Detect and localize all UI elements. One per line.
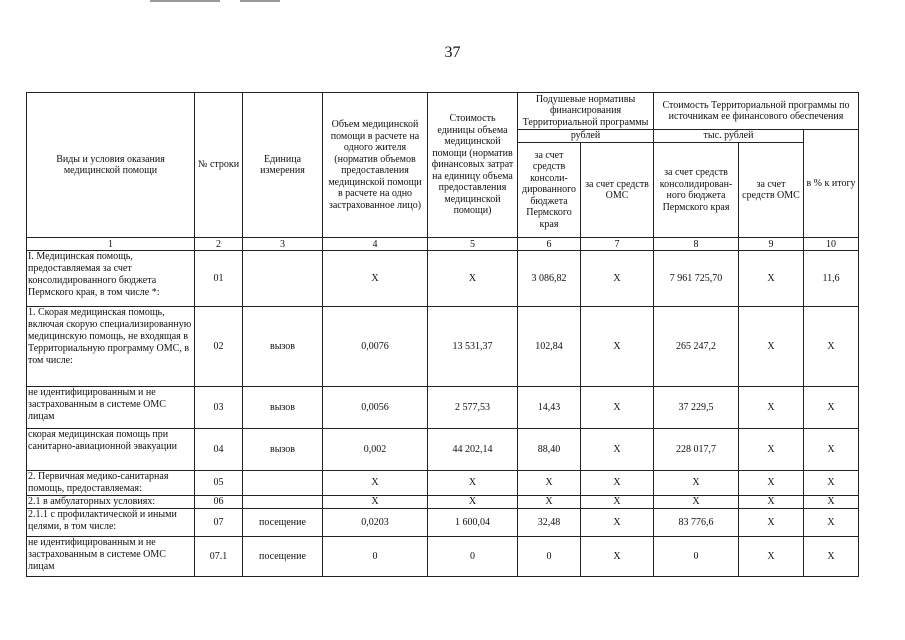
row-oms-cost: X xyxy=(739,387,804,429)
row-name: 2.1.1 с профилактической и иными целями, в том числе: xyxy=(27,509,195,537)
header-budget-per-capita: за счет средств консоли-дированного бюджета Пермского края xyxy=(518,143,581,238)
table-row xyxy=(27,471,859,496)
row-budget-per-capita: X xyxy=(518,496,581,509)
row-budget-cost: X xyxy=(654,496,739,509)
row-budget-cost: 83 776,6 xyxy=(654,509,739,537)
row-code: 01 xyxy=(195,251,243,307)
row-code: 07 xyxy=(195,509,243,537)
row-volume: X xyxy=(323,496,428,509)
header-volume-norm: Объем медицинской помощи в расчете на одного жителя (норматив объемов предоставления медицинской помощи в расчете на одно застрахованное лицо) xyxy=(323,93,428,238)
row-name: I. Медицинская помощь, предоставляемая за счет консолидированного бюджета Пермского края, в том числе *: xyxy=(27,251,195,307)
table-row xyxy=(27,509,859,537)
row-budget-per-capita: 14,43 xyxy=(518,387,581,429)
row-unit: вызов xyxy=(243,429,323,471)
header-thousand-rubles: тыс. рублей xyxy=(654,130,804,143)
row-volume: 0,002 xyxy=(323,429,428,471)
table-row xyxy=(27,251,859,307)
row-budget-per-capita: X xyxy=(518,471,581,496)
row-unit-cost: 0 xyxy=(428,537,518,577)
row-oms-cost: X xyxy=(739,537,804,577)
row-oms-per-capita: X xyxy=(581,509,654,537)
header-unit-cost: Стоимость единицы объема медицинской помощи (норматив финансовых затрат на единицу объема предоставления медицинской помощи) xyxy=(428,93,518,238)
row-unit-cost: 1 600,04 xyxy=(428,509,518,537)
row-volume: 0,0203 xyxy=(323,509,428,537)
row-volume: X xyxy=(323,251,428,307)
row-budget-per-capita: 3 086,82 xyxy=(518,251,581,307)
row-budget-cost: 228 017,7 xyxy=(654,429,739,471)
row-oms-per-capita: X xyxy=(581,471,654,496)
column-number: 1 xyxy=(27,238,195,251)
row-volume: X xyxy=(323,471,428,496)
column-number: 8 xyxy=(654,238,739,251)
table-row xyxy=(27,429,859,471)
row-percent: 11,6 xyxy=(804,251,859,307)
row-oms-cost: X xyxy=(739,496,804,509)
column-number: 3 xyxy=(243,238,323,251)
row-budget-cost: 37 229,5 xyxy=(654,387,739,429)
column-number: 9 xyxy=(739,238,804,251)
header-per-capita-norms: Подушевые нормативы финансирования Территориальной программы xyxy=(518,93,654,130)
row-oms-cost: X xyxy=(739,251,804,307)
row-percent: X xyxy=(804,509,859,537)
column-number: 10 xyxy=(804,238,859,251)
header-budget-cost: за счет средств консолидирован-ного бюджета Пермского края xyxy=(654,143,739,238)
row-code: 02 xyxy=(195,307,243,387)
row-oms-cost: X xyxy=(739,307,804,387)
row-unit-cost: X xyxy=(428,471,518,496)
header-type-conditions: Виды и условия оказания медицинской помощи xyxy=(27,93,195,238)
row-budget-per-capita: 0 xyxy=(518,537,581,577)
table-row xyxy=(27,537,859,577)
header-program-cost: Стоимость Территориальной программы по источникам ее финансового обеспечения xyxy=(654,93,859,130)
row-code: 04 xyxy=(195,429,243,471)
row-name: 2.1 в амбулаторных условиях: xyxy=(27,496,195,509)
row-oms-per-capita: X xyxy=(581,251,654,307)
row-budget-cost: 0 xyxy=(654,537,739,577)
row-percent: X xyxy=(804,537,859,577)
row-unit: посещение xyxy=(243,537,323,577)
row-unit-cost: 13 531,37 xyxy=(428,307,518,387)
row-budget-per-capita: 88,40 xyxy=(518,429,581,471)
row-percent: X xyxy=(804,387,859,429)
column-number: 6 xyxy=(518,238,581,251)
column-number: 2 xyxy=(195,238,243,251)
row-name: не идентифицированным и не застрахованным в системе ОМС лицам xyxy=(27,537,195,577)
table-row xyxy=(27,387,859,429)
row-volume: 0 xyxy=(323,537,428,577)
row-budget-cost: X xyxy=(654,471,739,496)
row-code: 05 xyxy=(195,471,243,496)
row-budget-cost: 265 247,2 xyxy=(654,307,739,387)
row-volume: 0,0056 xyxy=(323,387,428,429)
row-unit-cost: 2 577,53 xyxy=(428,387,518,429)
table-row xyxy=(27,496,859,509)
row-code: 03 xyxy=(195,387,243,429)
row-oms-per-capita: X xyxy=(581,496,654,509)
column-numbers-row xyxy=(27,238,859,251)
row-percent: X xyxy=(804,307,859,387)
page-number: 37 xyxy=(444,44,461,61)
row-oms-cost: X xyxy=(739,429,804,471)
row-percent: X xyxy=(804,429,859,471)
row-oms-per-capita: X xyxy=(581,307,654,387)
row-name: скорая медицинская помощь при санитарно-авиационной эвакуации xyxy=(27,429,195,471)
row-volume: 0,0076 xyxy=(323,307,428,387)
header-oms-cost: за счет средств ОМС xyxy=(739,143,804,238)
row-budget-per-capita: 102,84 xyxy=(518,307,581,387)
row-unit: вызов xyxy=(243,387,323,429)
column-number: 7 xyxy=(581,238,654,251)
column-number: 5 xyxy=(428,238,518,251)
header-oms-per-capita: за счет средств ОМС xyxy=(581,143,654,238)
row-oms-per-capita: X xyxy=(581,387,654,429)
row-unit-cost: 44 202,14 xyxy=(428,429,518,471)
row-oms-cost: X xyxy=(739,471,804,496)
row-code: 07.1 xyxy=(195,537,243,577)
table-row xyxy=(27,307,859,387)
scan-edge-marks xyxy=(0,0,905,4)
row-budget-per-capita: 32,48 xyxy=(518,509,581,537)
row-name: не идентифицированным и не застрахованным в системе ОМС лицам xyxy=(27,387,195,429)
column-number: 4 xyxy=(323,238,428,251)
row-oms-per-capita: X xyxy=(581,429,654,471)
row-oms-per-capita: X xyxy=(581,537,654,577)
row-unit: посещение xyxy=(243,509,323,537)
row-code: 06 xyxy=(195,496,243,509)
row-unit-cost: X xyxy=(428,496,518,509)
row-unit-cost: X xyxy=(428,251,518,307)
header-unit: Единица измерения xyxy=(243,93,323,238)
row-unit xyxy=(243,496,323,509)
row-name: 1. Скорая медицинская помощь, включая скорую специализированную медицинскую помощь, не входящая в Территориальную программу ОМС, в том числе: xyxy=(27,307,195,387)
row-unit: вызов xyxy=(243,307,323,387)
header-percent-total: в % к итогу xyxy=(804,130,859,238)
row-budget-cost: 7 961 725,70 xyxy=(654,251,739,307)
row-percent: X xyxy=(804,471,859,496)
header-row-number: № строки xyxy=(195,93,243,238)
row-name: 2. Первичная медико-санитарная помощь, предоставляемая: xyxy=(27,471,195,496)
row-percent: X xyxy=(804,496,859,509)
row-unit xyxy=(243,251,323,307)
financing-table xyxy=(26,92,859,577)
row-unit xyxy=(243,471,323,496)
row-oms-cost: X xyxy=(739,509,804,537)
header-rubles: рублей xyxy=(518,130,654,143)
